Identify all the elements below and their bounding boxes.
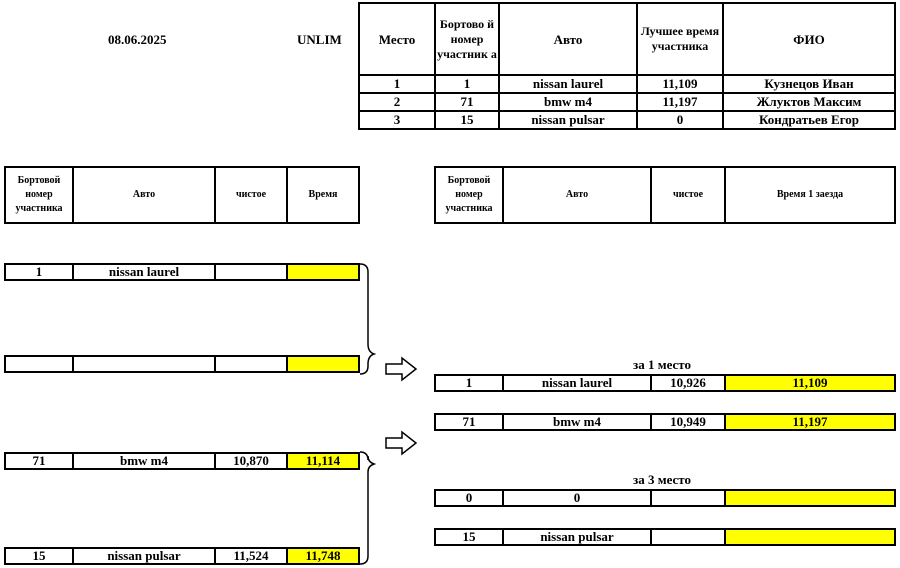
event-date: 08.06.2025 [108, 32, 167, 47]
arrow-right-icon [386, 358, 416, 380]
left-row-clean: 10,870 [215, 453, 287, 469]
result-car: nissan pulsar [499, 111, 637, 129]
left-header-time: Время [287, 167, 359, 223]
result-time: 11,197 [637, 93, 723, 111]
left-header-number: Бортовой номер участника [5, 167, 73, 223]
right-header-number: Бортовой номер участника [435, 167, 503, 223]
right-row-number: 1 [435, 375, 503, 391]
right-header-car: Авто [503, 167, 651, 223]
right-row-clean: 10,949 [651, 414, 725, 430]
right-row-car: nissan laurel [503, 375, 651, 391]
results-header-best-time: Лучшее время участника [637, 3, 723, 75]
left-row-number: 15 [5, 548, 73, 564]
right-row-number: 15 [435, 529, 503, 545]
right-row-time: 11,197 [725, 414, 895, 430]
left-row-clean: 11,524 [215, 548, 287, 564]
result-place: 2 [359, 93, 435, 111]
left-row-number: 71 [5, 453, 73, 469]
right-row-car: 0 [503, 490, 651, 506]
right-row-time: 11,109 [725, 375, 895, 391]
left-header-car: Авто [73, 167, 215, 223]
result-place: 1 [359, 75, 435, 93]
result-name: Кондратьев Егор [723, 111, 895, 129]
result-number: 1 [435, 75, 499, 93]
result-place: 3 [359, 111, 435, 129]
right-row-number: 71 [435, 414, 503, 430]
results-header-name: ФИО [723, 3, 895, 75]
right-row-clean: 10,926 [651, 375, 725, 391]
label-third-place: за 3 место [633, 472, 691, 487]
results-header-number: Бортово й номер участник а [435, 3, 499, 75]
result-number: 71 [435, 93, 499, 111]
result-time: 0 [637, 111, 723, 129]
arrow-right-icon [386, 432, 416, 454]
right-row-car: bmw m4 [503, 414, 651, 430]
left-row-time: 11,748 [287, 548, 359, 564]
left-row-time: 11,114 [287, 453, 359, 469]
bracket-brace [360, 452, 374, 564]
results-header-place: Место [359, 3, 435, 75]
left-row-car: nissan laurel [73, 264, 215, 280]
left-row-car: nissan pulsar [73, 548, 215, 564]
result-name: Жлуктов Максим [723, 93, 895, 111]
result-name: Кузнецов Иван [723, 75, 895, 93]
right-row-number: 0 [435, 490, 503, 506]
bracket-brace [360, 264, 374, 374]
results-header-car: Авто [499, 3, 637, 75]
right-header-clean: чистое [651, 167, 725, 223]
right-header-time: Время 1 заезда [725, 167, 895, 223]
result-car: bmw m4 [499, 93, 637, 111]
result-number: 15 [435, 111, 499, 129]
left-header-clean: чистое [215, 167, 287, 223]
result-time: 11,109 [637, 75, 723, 93]
label-first-place: за 1 место [633, 357, 691, 372]
left-row-car: bmw m4 [73, 453, 215, 469]
left-row-number: 1 [5, 264, 73, 280]
event-class: UNLIM [297, 32, 342, 47]
right-row-car: nissan pulsar [503, 529, 651, 545]
result-car: nissan laurel [499, 75, 637, 93]
